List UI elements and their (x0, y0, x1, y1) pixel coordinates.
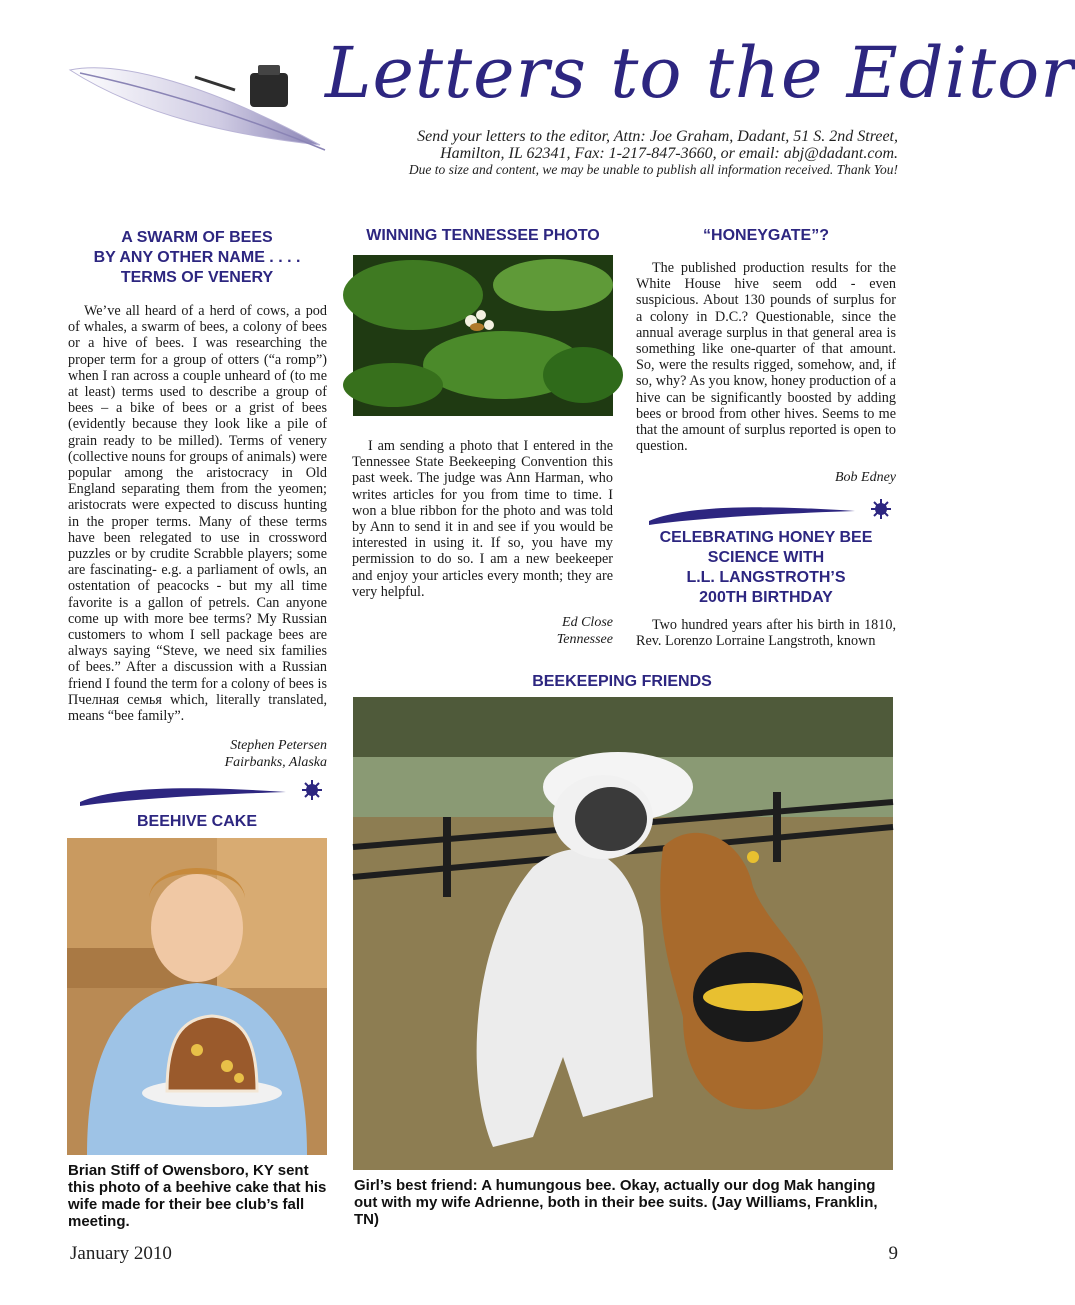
editor-address-line-2: Hamilton, IL 62341, Fax: 1-217-847-3660, or email: abj@dadant.com. (440, 145, 898, 162)
honeygate-signature: Bob Edney (834, 470, 896, 485)
ink-stroke-divider (645, 497, 897, 531)
langstroth-heading-line-2: SCIENCE WITH (707, 549, 825, 566)
cake-heading: BEEHIVE CAKE (136, 813, 258, 830)
editor-address-line-1: Send your letters to the editor, Attn: Joe Graham, Dadant, 51 S. 2nd Street, (417, 128, 898, 145)
langstroth-heading-line-1: CELEBRATING HONEY BEE (659, 529, 873, 546)
winning-bee-flower-photo (353, 255, 613, 416)
swarm-heading-line-2: BY ANY OTHER NAME . . . . (93, 249, 301, 266)
issue-date: January 2010 (70, 1243, 172, 1264)
swarm-heading-line-3: TERMS OF VENERY (120, 269, 274, 286)
langstroth-article-body: Two hundred years after his birth in 1810, Rev. Lorenzo Lorraine Langstroth, known (636, 617, 896, 650)
ink-stroke-divider (76, 778, 328, 812)
tennessee-signature-name: Ed Close (562, 615, 613, 630)
tennessee-letter-body: I am sending a photo that I entered in the Tennessee State Beekeeping Convention this past week. The judge was Ann Harman, who writes articles for you from time to time. I won a blue ribbon for the photo and was told by Ann to send it in and see if you would be interested in using it. If so, you have my permission to do so. I am a new beekeeper and enjoy your articles every month; they are very helpful. (352, 438, 613, 600)
tennessee-signature-place: Tennessee (556, 631, 613, 647)
cake-photo-caption: Brian Stiff of Owensboro, KY sent this photo of a beehive cake that his wife made for their bee club’s fall meeting. (68, 1162, 327, 1230)
friends-photo-caption: Girl’s best friend: A humungous bee. Okay, actually our dog Mak hanging out with my wife Adrienne, both in their bee suits. (Jay Williams, Franklin, TN) (354, 1177, 878, 1228)
swarm-letter-body: We’ve all heard of a herd of cows, a pod of whales, a swarm of bees, a colony of bees or a hive of bees. I was researching the proper term for a group of otters (“a romp”) when I ran across a couple unheard of (to me at least) terms used to describe a group of bees – a bike of bees or a grist of bees (evidently because they look like a pile of grain ready to be milled). Terms of venery (collective nouns for groups of animals) were popular among the aristocracy in Old England separating them from the yeomen; aristocrats were expected to discuss hunting in the proper terms. Many of these terms have been relegated to use in crossword puzzles or by crudite Scrabble players; some are fascinating- e.g. a parliament of owls, an ostentation of peacocks - but my all time favorite is a gallon of petrels. Can anyone come up with more bee terms? My Russian customers to whom I sell package bees are always saying “Steve, we need six families of bees.” After a discussion with a Russian friend I found the term for a colony of bees is Пчелная семья which, literally translated, means “bee family”. (68, 303, 327, 725)
swarm-signature-name: Stephen Petersen (230, 738, 327, 753)
swarm-signature-place: Fairbanks, Alaska (224, 754, 327, 770)
tennessee-heading: WINNING TENNESSEE PHOTO (366, 227, 600, 244)
langstroth-heading-line-3: L.L. LANGSTROTH’S (686, 569, 846, 586)
swarm-signature (68, 738, 327, 771)
swarm-heading (68, 228, 326, 288)
langstroth-heading (636, 528, 896, 608)
honeygate-letter-body: The published production results for the White House hive seem odd - even suspicious. About 130 pounds of surplus for a colony in D.C.? Questionable, since the annual average surplus in that general area is something like one-quarter of that amount. So, were the results rigged, somehow, and, if so, why? As you know, honey production of a hive can be significantly boosted by adding bees or brood from other hives. Seems to me that the amount of surplus reported is open to question. (636, 260, 896, 455)
masthead-title: Letters to the Editor (325, 32, 1075, 114)
honeygate-heading: “HONEYGATE”? (703, 227, 829, 244)
submission-note: Due to size and content, we may be unable to publish all information received. Thank You! (408, 162, 898, 177)
girl-and-dog-bee-suits-photo (353, 697, 893, 1170)
swarm-heading-line-1: A SWARM OF BEES (121, 229, 273, 246)
friends-heading: BEEKEEPING FRIENDS (532, 673, 712, 690)
tennessee-signature (352, 615, 613, 648)
langstroth-heading-line-4: 200TH BIRTHDAY (699, 589, 833, 606)
page-number: 9 (888, 1243, 898, 1264)
beehive-cake-photo (67, 838, 327, 1155)
quill-and-inkwell-logo (60, 55, 360, 165)
